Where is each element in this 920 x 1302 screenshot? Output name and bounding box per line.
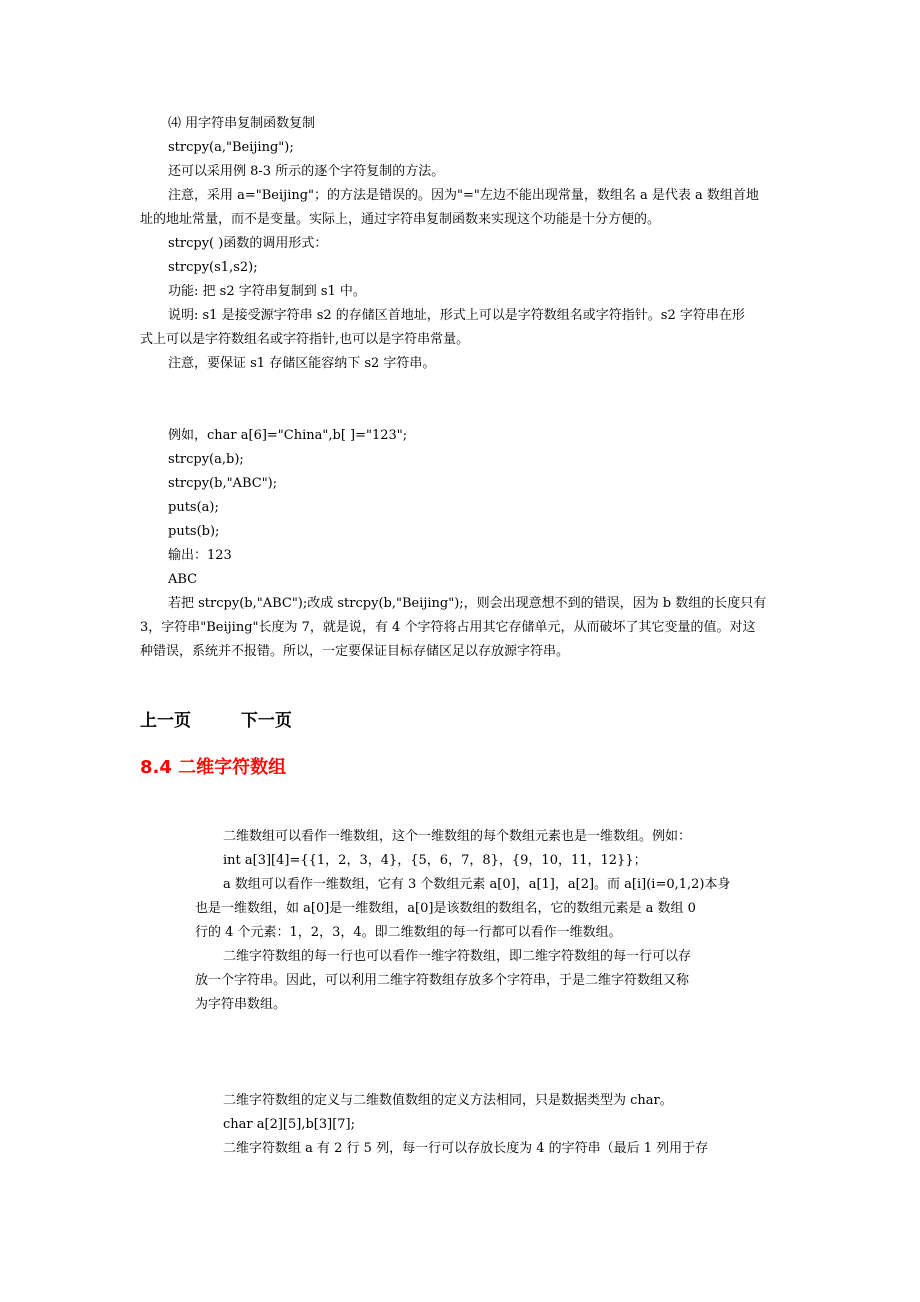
code-line: 例如，char a[6]="China",b[ ]="123"; — [168, 428, 408, 443]
code-line: int a[3][4]={{1，2，3，4}，{5，6，7，8}，{9，10，11，12}}； — [223, 853, 647, 868]
code-line: puts(b); — [168, 524, 220, 539]
text-line: 二维数组可以看作一维数组，这个一维数组的每个数组元素也是一维数组。例如： — [223, 829, 692, 844]
text-line: 还可以采用例 8-3 所示的逐个字符复制的方法。 — [168, 164, 445, 179]
text-line: 址的地址常量，而不是变量。实际上，通过字符串复制函数来实现这个功能是十分方便的。 — [140, 212, 661, 227]
text-line: 二维字符数组的每一行也可以看作一维字符数组，即二维字符数组的每一行可以存 — [223, 949, 692, 964]
text-line: 二维字符数组 a 有 2 行 5 列，每一行可以存放长度为 4 的字符串（最后 1 列用于存 — [223, 1141, 709, 1156]
code-line: char a[2][5],b[3][7]; — [223, 1117, 355, 1132]
text-line: 为字符串数组。 — [195, 997, 287, 1012]
text-line: 注意，采用 a="Beijing"；的方法是错误的。因为"="左边不能出现常量，数组名 a 是代表 a 数组首地 — [168, 188, 759, 203]
output-line: 输出：123 — [168, 548, 232, 563]
page-navigation — [140, 710, 292, 732]
text-line: 放一个字符串。因此，可以利用二维字符数组存放多个字符串，于是二维字符数组又称 — [195, 973, 690, 988]
text-line: 3，字符串"Beijing"长度为 7，就是说，有 4 个字符将占用其它存储单元，从而破坏了其它变量的值。对这 — [140, 620, 756, 635]
text-line: ⑷ 用字符串复制函数复制 — [168, 116, 316, 131]
text-line: 功能: 把 s2 字符串复制到 s1 中。 — [168, 284, 366, 299]
next-page-link[interactable]: 下一页 — [240, 711, 292, 731]
prev-page-link[interactable]: 上一页 — [140, 711, 191, 731]
code-line: strcpy(a,"Beijing"); — [168, 140, 294, 155]
text-line: a 数组可以看作一维数组，它有 3 个数组元素 a[0]，a[1]，a[2]。而 a[i](i=0,1,2)本身 — [223, 877, 731, 892]
code-line: strcpy(b,"ABC"); — [168, 476, 278, 491]
text-line: 说明: s1 是接受源字符串 s2 的存储区首地址，形式上可以是字符数组名或字符指针。s2 字符串在形 — [168, 308, 745, 323]
text-line: 注意，要保证 s1 存储区能容纳下 s2 字符串。 — [168, 356, 436, 371]
code-line: puts(a); — [168, 500, 219, 515]
text-line: 二维字符数组的定义与二维数值数组的定义方法相同，只是数据类型为 char。 — [223, 1093, 673, 1108]
text-line: 种错误，系统并不报错。所以，一定要保证目标存储区足以存放源字符串。 — [140, 644, 570, 659]
text-line: 行的 4 个元素：1，2，3，4。即二维数组的每一行都可以看作一维数组。 — [195, 925, 622, 940]
code-line: strcpy(s1,s2); — [168, 260, 258, 275]
output-line: ABC — [168, 572, 198, 587]
text-line: 式上可以是字符数组名或字符指针,也可以是字符串常量。 — [140, 332, 470, 347]
section-heading: 8.4 二维字符数组 — [140, 757, 287, 778]
code-line: strcpy( )函数的调用形式： — [168, 236, 328, 251]
text-line: 也是一维数组，如 a[0]是一维数组，a[0]是该数组的数组名，它的数组元素是 a 数组 0 — [195, 901, 696, 916]
text-line: 若把 strcpy(b,"ABC");改成 strcpy(b,"Beijing");，则会出现意想不到的错误，因为 b 数组的长度只有 — [168, 596, 767, 611]
code-line: strcpy(a,b); — [168, 452, 244, 467]
